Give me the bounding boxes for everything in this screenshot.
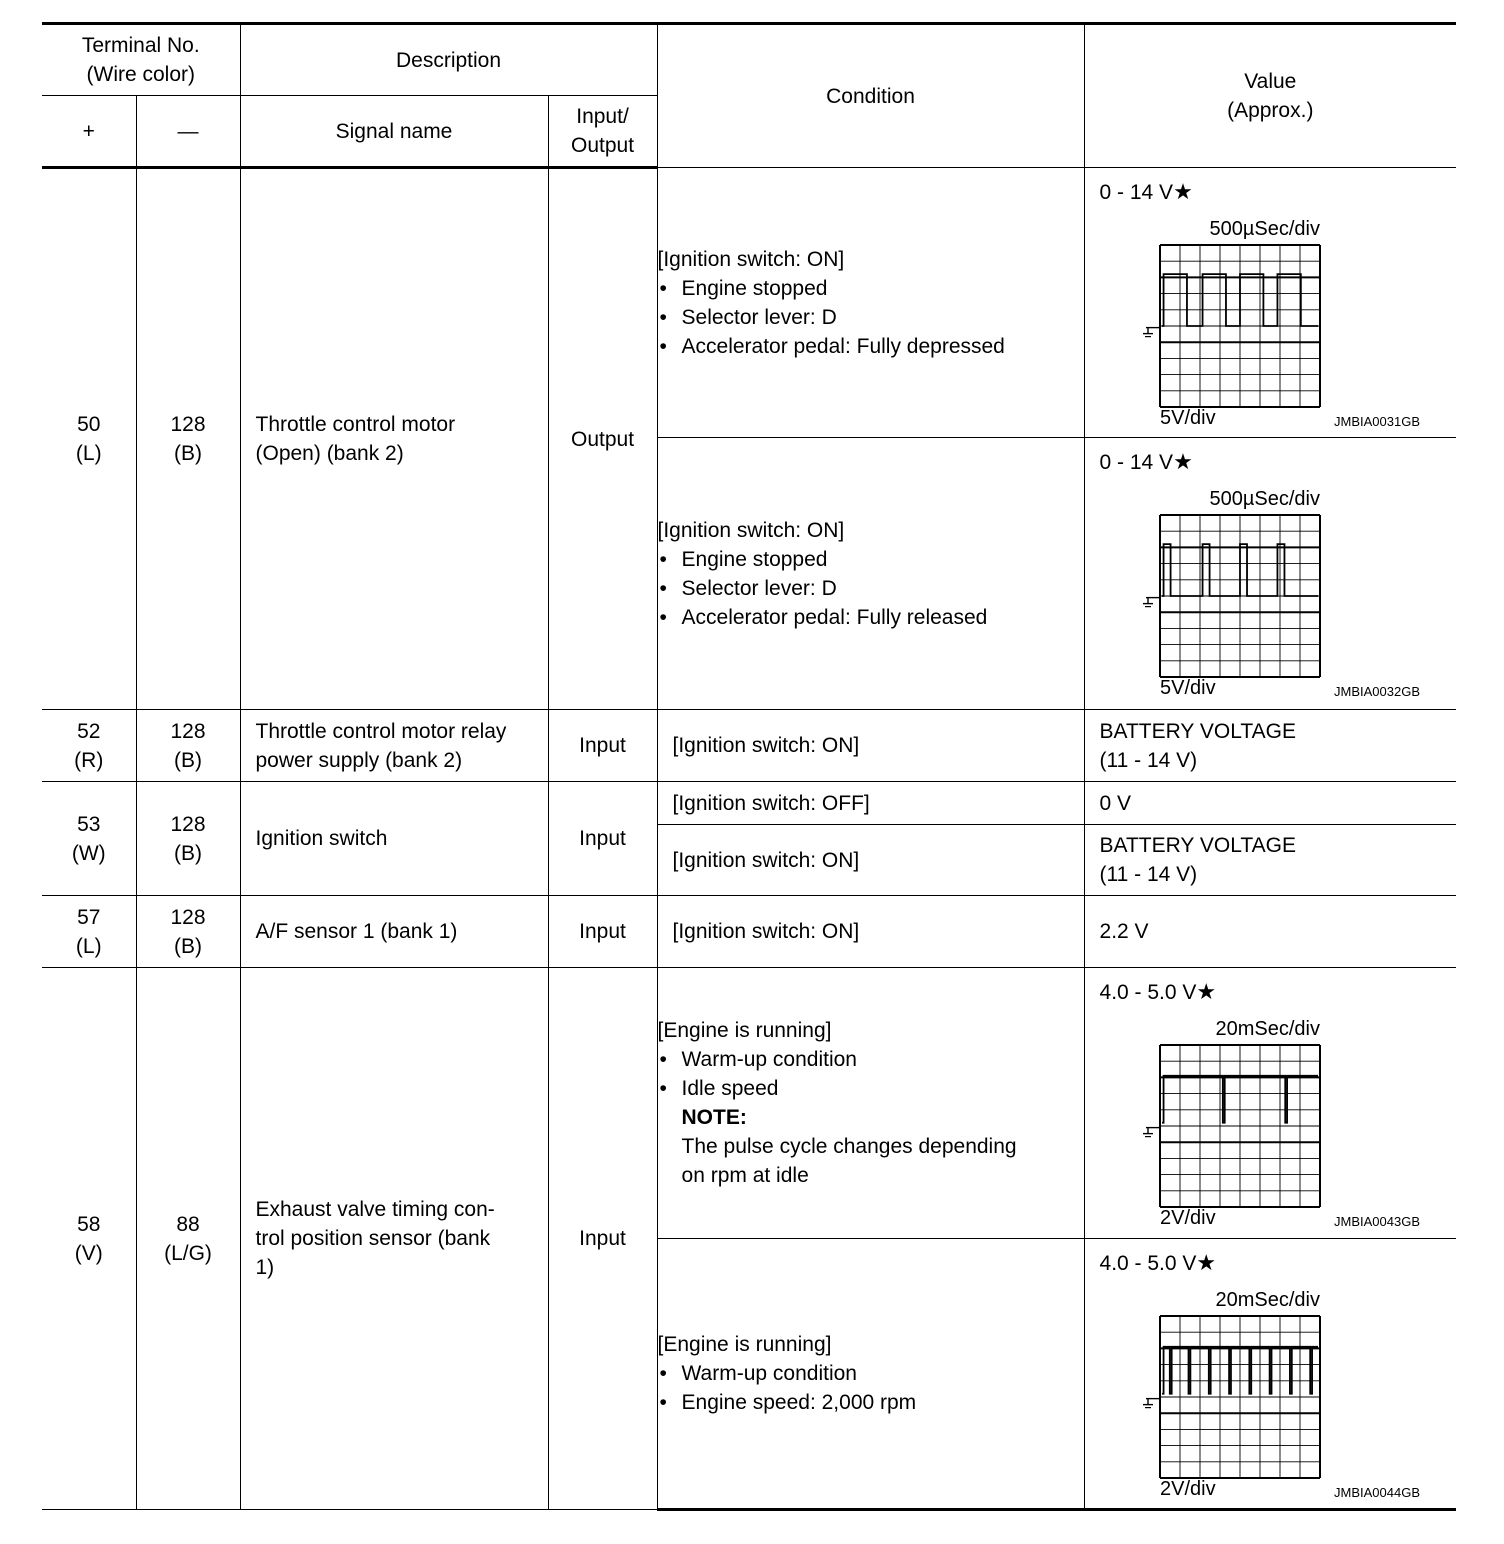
scope-grid — [1160, 1316, 1320, 1478]
value-header — [1084, 24, 1456, 168]
condition-bullet: • Engine stopped — [658, 545, 1084, 574]
wire-color: (B) — [174, 442, 202, 465]
star-icon: ★ — [1196, 979, 1217, 1004]
description-header: Description — [240, 24, 657, 96]
plus-header: + — [42, 96, 136, 168]
table-row-57 — [42, 896, 1456, 968]
signal-name-cell — [240, 968, 548, 1510]
ground-icon — [1143, 328, 1160, 337]
volt-div-label: 5V/div — [1159, 407, 1216, 429]
star-icon: ★ — [1196, 1250, 1217, 1275]
signal-trace — [1162, 544, 1318, 596]
wire-color: (L/G) — [164, 1241, 212, 1265]
minus-terminal-cell — [136, 168, 240, 710]
condition-cell — [657, 1239, 1084, 1510]
value-cell: 2.2 V — [1084, 896, 1456, 968]
signal-name-header: Signal name — [240, 96, 548, 168]
ground-icon — [1143, 598, 1160, 607]
condition-cell — [657, 438, 1084, 710]
plus-terminal-cell — [42, 710, 136, 782]
wire-color: (L) — [75, 934, 102, 958]
minus-terminal-cell — [136, 782, 240, 896]
condition-bullet: • Engine speed: 2,000 rpm — [658, 1388, 1084, 1417]
value-text: 4.0 - 5.0 V — [1099, 981, 1197, 1004]
value-cell — [1084, 438, 1456, 710]
signal-name-line: Exhaust valve timing con- — [255, 1198, 495, 1221]
figure-code-label: JMBIA0044GB — [1333, 1485, 1420, 1500]
minus-terminal-cell — [136, 896, 240, 968]
condition-bullet: • Engine stopped — [658, 274, 1084, 303]
io-cell: Input — [548, 710, 657, 782]
terminal-number: 128 — [170, 413, 206, 436]
value-cell — [1084, 710, 1456, 782]
condition-header: Condition — [657, 24, 1084, 168]
terminal-number: 53 — [77, 812, 101, 836]
condition-bullet: • Idle speed — [658, 1074, 1084, 1103]
terminal-number: 128 — [170, 812, 206, 836]
timebase-label: 500µSec/div — [1209, 488, 1320, 510]
ecm-terminal-table — [42, 22, 1456, 1511]
terminal-number: 58 — [77, 1212, 101, 1236]
condition-cell — [657, 168, 1084, 438]
value-text: (11 - 14 V) — [1099, 863, 1198, 886]
minus-header: — — [136, 96, 240, 168]
ground-icon — [1143, 1399, 1160, 1408]
signal-name-cell — [240, 710, 548, 782]
condition-cell: [Ignition switch: ON] — [657, 896, 1084, 968]
condition-cell: [Ignition switch: ON] — [657, 825, 1084, 896]
oscilloscope-waveform — [1100, 1007, 1440, 1229]
timebase-label: 20mSec/div — [1215, 1289, 1320, 1311]
condition-cell: [Ignition switch: OFF] — [657, 782, 1084, 825]
condition-bullet: • Warm-up condition — [658, 1359, 1084, 1388]
table-row-50a — [42, 168, 1456, 438]
io-label-1: Input/ — [576, 105, 629, 128]
table-row-53a — [42, 782, 1456, 825]
timebase-label: 500µSec/div — [1209, 218, 1320, 240]
wire-color: (B) — [174, 748, 202, 772]
table-row-52 — [42, 710, 1456, 782]
io-cell: Output — [548, 168, 657, 710]
value-label: Value — [1244, 70, 1297, 93]
condition-title: [Ignition switch: ON] — [657, 518, 845, 542]
terminal-number: 50 — [77, 413, 101, 436]
scope-grid — [1160, 1045, 1320, 1207]
condition-bullet: • Accelerator pedal: Fully depressed — [658, 332, 1084, 361]
table-row-58a — [42, 968, 1456, 1239]
approx-label: (Approx.) — [1227, 99, 1314, 122]
wire-color: (R) — [74, 748, 104, 772]
signal-trace — [1162, 274, 1318, 326]
signal-name-line: Throttle control motor — [255, 413, 456, 436]
terminal-number: 128 — [170, 905, 206, 929]
value-cell: 0 V — [1084, 782, 1456, 825]
wire-color-label: (Wire color) — [86, 63, 195, 86]
oscilloscope-waveform — [1100, 207, 1440, 429]
star-icon: ★ — [1173, 449, 1193, 474]
volt-div-label: 2V/div — [1159, 1207, 1216, 1229]
minus-terminal-cell — [136, 710, 240, 782]
star-icon: ★ — [1173, 179, 1193, 204]
condition-cell — [657, 968, 1084, 1239]
signal-name-cell — [240, 168, 548, 710]
condition-title: [Ignition switch: ON] — [657, 247, 845, 271]
timebase-label: 20mSec/div — [1215, 1018, 1320, 1040]
plus-terminal-cell — [42, 782, 136, 896]
terminal-no-label: Terminal No. — [81, 34, 200, 57]
signal-name-line: 1) — [255, 1256, 275, 1279]
io-header — [548, 96, 657, 168]
terminal-no-header — [42, 24, 240, 96]
volt-div-label: 5V/div — [1159, 677, 1216, 699]
io-cell: Input — [548, 896, 657, 968]
ground-icon — [1143, 1128, 1160, 1137]
wire-color: (W) — [71, 841, 106, 865]
value-cell — [1084, 968, 1456, 1239]
signal-name-line: Throttle control motor relay — [255, 719, 507, 743]
value-text: BATTERY VOLTAGE — [1099, 719, 1296, 743]
wire-color: (B) — [174, 841, 202, 865]
condition-bullet: • Selector lever: D — [658, 303, 1084, 332]
value-text: 4.0 - 5.0 V — [1099, 1252, 1197, 1275]
volt-div-label: 2V/div — [1159, 1478, 1216, 1500]
signal-name-line: (Open) (bank 2) — [255, 442, 404, 465]
figure-code-label: JMBIA0032GB — [1333, 684, 1420, 699]
minus-terminal-cell — [136, 968, 240, 1510]
figure-code-label: JMBIA0043GB — [1333, 1214, 1420, 1229]
condition-title: [Engine is running] — [657, 1333, 832, 1356]
io-cell: Input — [548, 782, 657, 896]
signal-name-line: power supply (bank 2) — [255, 748, 463, 772]
note-text: on rpm at idle — [681, 1164, 809, 1187]
wire-color: (L) — [75, 442, 102, 465]
header-row-1 — [42, 24, 1456, 96]
condition-cell: [Ignition switch: ON] — [657, 710, 1084, 782]
signal-name-cell: A/F sensor 1 (bank 1) — [240, 896, 548, 968]
condition-bullet: • Selector lever: D — [658, 574, 1084, 603]
condition-bullet: • Warm-up condition — [658, 1045, 1084, 1074]
io-label-2: Output — [570, 134, 635, 157]
wire-color: (V) — [74, 1241, 103, 1265]
plus-terminal-cell — [42, 168, 136, 710]
io-cell: Input — [548, 968, 657, 1510]
plus-terminal-cell — [42, 896, 136, 968]
signal-name-cell: Ignition switch — [240, 782, 548, 896]
value-text: 0 - 14 V — [1099, 451, 1174, 474]
terminal-number: 52 — [77, 719, 101, 743]
condition-title: [Engine is running] — [657, 1019, 832, 1042]
figure-code-label: JMBIA0031GB — [1333, 414, 1420, 429]
value-text: (11 - 14 V) — [1099, 748, 1198, 772]
terminal-number: 88 — [176, 1212, 200, 1236]
value-cell — [1084, 168, 1456, 438]
plus-terminal-cell — [42, 968, 136, 1510]
value-text: 0 - 14 V — [1099, 181, 1174, 204]
terminal-number: 128 — [170, 719, 206, 743]
wire-color: (B) — [174, 934, 202, 958]
signal-name-line: trol position sensor (bank — [255, 1227, 491, 1250]
value-cell — [1084, 1239, 1456, 1510]
condition-bullet: • Accelerator pedal: Fully released — [658, 603, 1084, 632]
oscilloscope-waveform — [1100, 1278, 1440, 1500]
terminal-number: 57 — [77, 905, 101, 929]
note-text: The pulse cycle changes depending — [681, 1135, 1017, 1158]
value-cell — [1084, 825, 1456, 896]
note-label: NOTE: — [681, 1106, 747, 1129]
oscilloscope-waveform — [1100, 477, 1440, 699]
value-text: BATTERY VOLTAGE — [1099, 834, 1296, 857]
